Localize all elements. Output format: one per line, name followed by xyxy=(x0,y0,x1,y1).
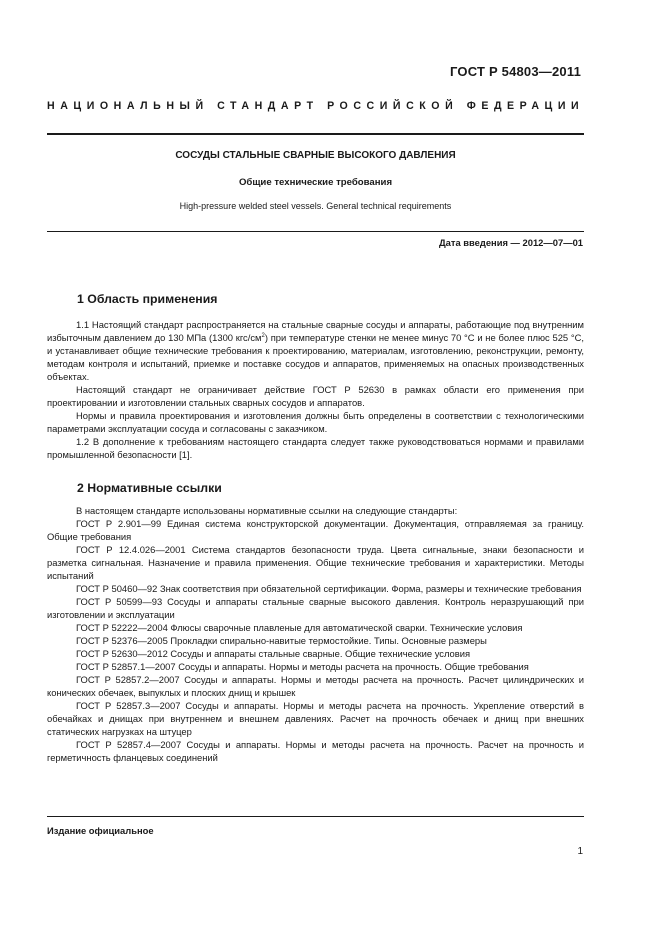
reference-item: ГОСТ Р 2.901—99 Единая система конструкторской документации. Документация, отправляемая за границу. Общие требования xyxy=(47,518,584,542)
introduction-date: Дата введения — 2012—07—01 xyxy=(438,237,583,248)
references-intro: В настоящем стандарте использованы нормативные ссылки на следующие стандарты: xyxy=(76,505,458,516)
normative-references-list xyxy=(47,504,584,764)
reference-item: ГОСТ Р 50460—92 Знак соответствия при обязательной сертификации. Форма, размеры и технические требования xyxy=(76,583,582,594)
section-2-heading: 2 Нормативные ссылки xyxy=(77,481,222,495)
title-divider xyxy=(47,231,584,232)
paragraph-1-1 xyxy=(47,318,584,383)
footer-divider xyxy=(47,816,584,817)
reference-item: ГОСТ Р 52630—2012 Сосуды и аппараты стальные сварные. Общие технические условия xyxy=(76,648,471,659)
document-number: ГОСТ Р 54803—2011 xyxy=(450,64,581,79)
standard-title: СОСУДЫ СТАЛЬНЫЕ СВАРНЫЕ ВЫСОКОГО ДАВЛЕНИЯ xyxy=(175,150,456,161)
reference-item: ГОСТ Р 12.4.026—2001 Система стандартов безопасности труда. Цвета сигнальные, знаки безопасности и разметка сигнальная. Назначение и правила применения. Общие технические требования и характеристики. Методы испытаний xyxy=(47,544,584,581)
section-1-heading: 1 Область применения xyxy=(77,292,218,306)
reference-item: ГОСТ Р 52376—2005 Прокладки спирально-навитые термостойкие. Типы. Основные размеры xyxy=(76,635,487,646)
reference-item: ГОСТ Р 52222—2004 Флюсы сварочные плавленые для автоматической сварки. Технические условия xyxy=(76,622,523,633)
paragraph-1-1-part-b: ) при температуре стенки не менее минус 70 °С и не более плюс 525 °С, и устанавливает общие технические требования к проектированию, материалам, изготовлению, реконструкции, ремонту, методам контроля и испытаний, приемке и поставке сосудов и аппаратов, применяемых на опасных производственных объектах. xyxy=(47,332,584,382)
edition-note: Издание официальное xyxy=(47,825,154,836)
standard-subtitle: Общие технические требования xyxy=(238,177,393,188)
reference-item: ГОСТ Р 52857.3—2007 Сосуды и аппараты. Нормы и методы расчета на прочность. Укрепление отверстий в обечайках и днищах при внутреннем и внешнем давлениях. Расчет на прочность обечаек и днищ при внешних статических нагрузках на штуцер xyxy=(47,700,584,737)
paragraph-1-2: 1.2 В дополнение к требованиям настоящего стандарта следует также руководствоваться нормами и правилами промышленной безопасности [1]. xyxy=(47,436,584,460)
paragraph-design-norms: Нормы и правила проектирования и изготовления должны быть определены в соответствии с технологическими параметрами эксплуатации сосуда и согласованы с заказчиком. xyxy=(47,410,584,434)
header-divider xyxy=(47,133,584,135)
standard-title-english: High-pressure welded steel vessels. General technical requirements xyxy=(179,201,452,211)
reference-item: ГОСТ Р 50599—93 Сосуды и аппараты стальные сварные высокого давления. Контроль неразрушающий при изготовлении и эксплуатации xyxy=(47,596,584,620)
reference-item: ГОСТ Р 52857.2—2007 Сосуды и аппараты. Нормы и методы расчета на прочность. Расчет цилиндрических и конических обечаек, выпуклых и плоских днищ и крышек xyxy=(47,674,584,698)
paragraph-scope-limit: Настоящий стандарт не ограничивает действие ГОСТ Р 52630 в рамках области его применения при проектировании и изготовлении стальных сварных сосудов и аппаратов. xyxy=(47,384,584,408)
national-standard-banner: НАЦИОНАЛЬНЫЙ СТАНДАРТ РОССИЙСКОЙ ФЕДЕРАЦИИ xyxy=(47,100,585,112)
reference-item: ГОСТ Р 52857.4—2007 Сосуды и аппараты. Нормы и методы расчета на прочность. Расчет на прочность и герметичность фланцевых соединений xyxy=(47,739,584,763)
paragraph-1-1-part-a: 1.1 Настоящий стандарт распространяется на стальные сварные сосуды и аппараты, работающие под внутренним избыточным давлением до 130 МПа (1300 кгс/см xyxy=(47,319,584,343)
reference-item: ГОСТ Р 52857.1—2007 Сосуды и аппараты. Нормы и методы расчета на прочность. Общие требования xyxy=(76,661,529,672)
superscript-2: 2 xyxy=(261,333,265,339)
page-number: 1 xyxy=(577,846,583,857)
